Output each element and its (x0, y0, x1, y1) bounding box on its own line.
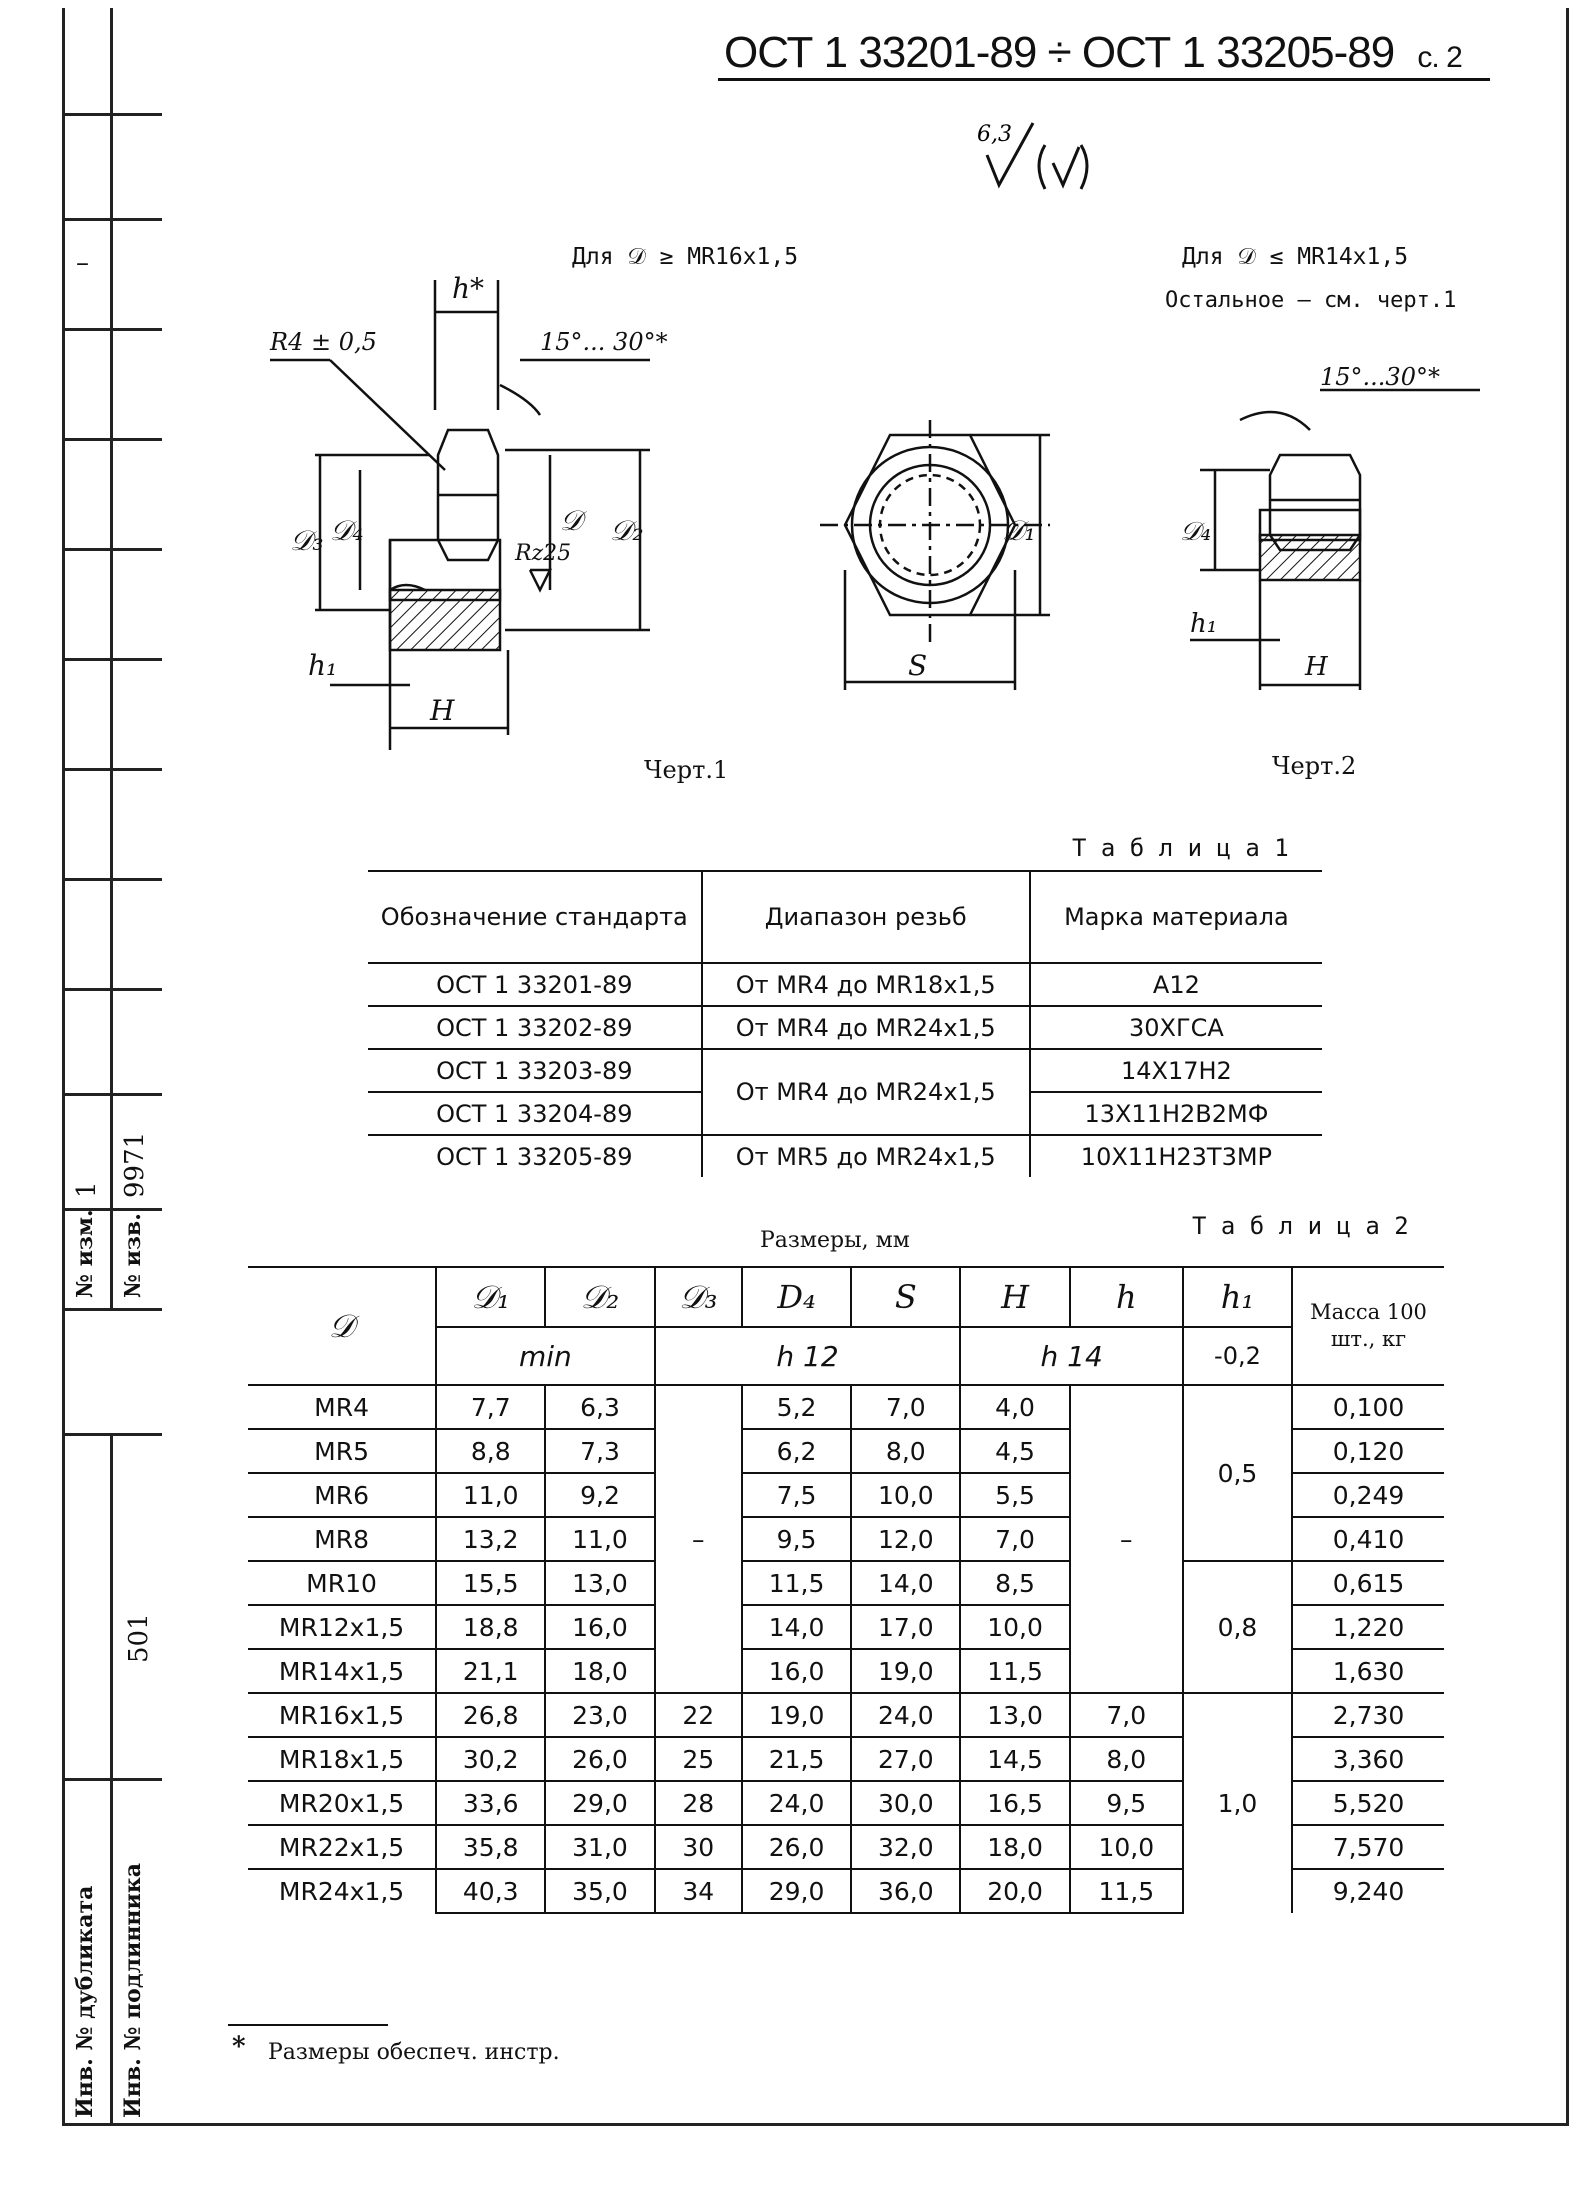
table2-cell: 29,0 (545, 1781, 654, 1825)
table2-cell: 13,0 (960, 1693, 1069, 1737)
table2-cell: 7,7 (436, 1385, 545, 1429)
table2-header-h-big: H (960, 1267, 1069, 1327)
standard-range: ОСТ 1 33201-89 ÷ ОСТ 1 33205-89 (724, 28, 1395, 77)
table2-cell: 8,8 (436, 1429, 545, 1473)
table2-cell: 19,0 (742, 1693, 851, 1737)
table2-cell: 29,0 (742, 1869, 851, 1913)
footnote-text: Размеры обеспеч. инстр. (268, 2040, 560, 2065)
label-d4-2: 𝒟₄ (1180, 517, 1212, 547)
table2-cell: 40,3 (436, 1869, 545, 1913)
table2-cell: 30 (655, 1825, 742, 1869)
table2-cell: 32,0 (851, 1825, 960, 1869)
table2-cell: 2,730 (1292, 1693, 1444, 1737)
table2-cell: 10,0 (851, 1473, 960, 1517)
table2-cell: 6,3 (545, 1385, 654, 1429)
table2-cell: 8,0 (1070, 1737, 1183, 1781)
drawing-1-section (230, 250, 690, 750)
table2-cell: 13,2 (436, 1517, 545, 1561)
label-h1-2: h₁ (1190, 609, 1218, 639)
header-underline (718, 78, 1490, 81)
sidebar-line (62, 658, 162, 661)
table-row (368, 1135, 1322, 1177)
table2-cell: 1,630 (1292, 1649, 1444, 1693)
table2-cell: 0,100 (1292, 1385, 1444, 1429)
table2-cell: 10,0 (1070, 1825, 1183, 1869)
table1-cell: А12 (1030, 963, 1322, 1006)
table1-header-material: Марка материала (1030, 871, 1322, 963)
table2-cell: 26,8 (436, 1693, 545, 1737)
table2-header-h-small: h (1070, 1267, 1183, 1327)
table2-cell: 4,0 (960, 1385, 1069, 1429)
table2-cell: 9,2 (545, 1473, 654, 1517)
table2-sub-min: min (436, 1327, 655, 1385)
table2-units: Размеры, мм (760, 1228, 910, 1253)
table2-cell: 0,410 (1292, 1517, 1444, 1561)
table2-cell: – (655, 1385, 742, 1693)
table2-cell: 14,0 (851, 1561, 960, 1605)
table-row (368, 963, 1322, 1006)
table2-cell: 7,0 (960, 1517, 1069, 1561)
sidebar-line (62, 113, 162, 116)
table2-cell: 7,5 (742, 1473, 851, 1517)
table2-cell: 27,0 (851, 1737, 960, 1781)
label-d: 𝒟 (560, 504, 583, 537)
sidebar-izv-label: № изв. (120, 1213, 146, 1298)
table2-cell: – (1070, 1385, 1183, 1693)
table2-cell: MR10 (248, 1561, 436, 1605)
label-d1: 𝒟₁ (1002, 514, 1036, 547)
table2-cell: 0,120 (1292, 1429, 1444, 1473)
table2-cell: 26,0 (742, 1825, 851, 1869)
table2-cell: 21,1 (436, 1649, 545, 1693)
table2-cell: 0,615 (1292, 1561, 1444, 1605)
label-angle-2: 15°...30°* (1320, 363, 1440, 391)
table2-header-d2: 𝒟₂ (545, 1267, 654, 1327)
table2-cell: 11,5 (742, 1561, 851, 1605)
table-2 (248, 1266, 1444, 1914)
table1-cell: 14Х17Н2 (1030, 1049, 1322, 1092)
table2-cell: 14,0 (742, 1605, 851, 1649)
table2-cell: 25 (655, 1737, 742, 1781)
label-H: H (430, 694, 455, 727)
sidebar-line (62, 1433, 162, 1436)
table2-cell: 7,0 (851, 1385, 960, 1429)
table1-cell: 30ХГСА (1030, 1006, 1322, 1049)
table2-cell: 30,2 (436, 1737, 545, 1781)
table-row (248, 1693, 1444, 1737)
table-row (368, 1049, 1322, 1092)
caption-drawing-2: Черт.2 (1272, 752, 1357, 780)
table2-cell: 7,0 (1070, 1693, 1183, 1737)
sidebar-line (62, 548, 162, 551)
table2-cell: 19,0 (851, 1649, 960, 1693)
table2-cell: 22 (655, 1693, 742, 1737)
table2-cell: 21,5 (742, 1737, 851, 1781)
table1-cell: ОСТ 1 33201-89 (368, 963, 702, 1006)
sidebar-line (62, 8, 65, 2123)
table2-cell: MR16x1,5 (248, 1693, 436, 1737)
table2-cell: 9,240 (1292, 1869, 1444, 1913)
table2-cell: 28 (655, 1781, 742, 1825)
sidebar-line (62, 1308, 162, 1311)
sidebar-izv-value: 9971 (120, 1131, 150, 1198)
sidebar-dubl-label: Инв. № дубликата (72, 1885, 98, 2118)
table1-cell: От MR4 до MR18x1,5 (702, 963, 1030, 1006)
label-h1: h₁ (308, 649, 338, 682)
footnote-mark: * (232, 2032, 246, 2062)
table1-title: Т а б л и ц а 1 (1072, 834, 1289, 862)
label-h: h* (452, 272, 485, 305)
note-rest: Остальное – см. черт.1 (1165, 288, 1457, 313)
sidebar-izm-label: № изм. (72, 1209, 98, 1298)
table1-cell: ОСТ 1 33205-89 (368, 1135, 702, 1177)
table2-cell: 6,2 (742, 1429, 851, 1473)
label-rz: Rz25 (515, 541, 572, 566)
table2-sub-h14: h 14 (960, 1327, 1182, 1385)
table2-sub-h1tol: -0,2 (1183, 1327, 1292, 1385)
table2-header-s: S (851, 1267, 960, 1327)
drawing-2 (1160, 360, 1490, 720)
table2-cell: 18,0 (960, 1825, 1069, 1869)
sidebar-izm-value: 1 (72, 1181, 102, 1198)
roughness-value: 6,3 (977, 122, 1012, 147)
note-large: Для 𝒟 ≥ MR16x1,5 (572, 244, 799, 270)
table1-header-range: Диапазон резьб (702, 871, 1030, 963)
sidebar-line (62, 768, 162, 771)
table2-cell: 17,0 (851, 1605, 960, 1649)
table2-cell: MR24x1,5 (248, 1869, 436, 1913)
table1-cell: От MR4 до MR24x1,5 (702, 1049, 1030, 1135)
table2-cell: 36,0 (851, 1869, 960, 1913)
table-1 (368, 870, 1322, 1177)
table2-cell: MR4 (248, 1385, 436, 1429)
note-small: Для 𝒟 ≤ MR14x1,5 (1182, 244, 1409, 270)
table1-cell: 13Х11Н2В2МФ (1030, 1092, 1322, 1135)
table2-cell: 4,5 (960, 1429, 1069, 1473)
table2-cell: 5,2 (742, 1385, 851, 1429)
sidebar-stamp (62, 8, 162, 2123)
table2-cell: 24,0 (851, 1693, 960, 1737)
table1-cell: ОСТ 1 33204-89 (368, 1092, 702, 1135)
table2-cell: 7,570 (1292, 1825, 1444, 1869)
sidebar-line (62, 1093, 162, 1096)
table2-cell: 24,0 (742, 1781, 851, 1825)
table-row (248, 1561, 1444, 1605)
table2-cell: 26,0 (545, 1737, 654, 1781)
table2-cell: 31,0 (545, 1825, 654, 1869)
label-angle: 15°... 30°* (540, 328, 668, 356)
table2-cell: MR14x1,5 (248, 1649, 436, 1693)
table2-header-d3: 𝒟₃ (655, 1267, 742, 1327)
table2-cell: 5,520 (1292, 1781, 1444, 1825)
table2-cell: 1,220 (1292, 1605, 1444, 1649)
table2-cell: 11,5 (960, 1649, 1069, 1693)
table2-header-h1: h₁ (1183, 1267, 1292, 1327)
table2-cell: 16,5 (960, 1781, 1069, 1825)
table2-cell: 11,0 (545, 1517, 654, 1561)
table2-cell: MR20x1,5 (248, 1781, 436, 1825)
table-row (248, 1385, 1444, 1429)
label-H-2: H (1305, 652, 1328, 682)
table2-cell: 0,249 (1292, 1473, 1444, 1517)
table2-cell: 14,5 (960, 1737, 1069, 1781)
table2-cell: 18,8 (436, 1605, 545, 1649)
table2-sub-h12: h 12 (655, 1327, 961, 1385)
table2-cell: 23,0 (545, 1693, 654, 1737)
table2-cell: MR18x1,5 (248, 1737, 436, 1781)
table-row (368, 1006, 1322, 1049)
sidebar-line (62, 438, 162, 441)
sidebar-line (62, 2123, 162, 2126)
table2-cell: MR22x1,5 (248, 1825, 436, 1869)
table2-header-d4: D₄ (742, 1267, 851, 1327)
sidebar-line (62, 218, 162, 221)
table2-cell: 11,5 (1070, 1869, 1183, 1913)
table1-cell: ОСТ 1 33203-89 (368, 1049, 702, 1092)
table1-cell: ОСТ 1 33202-89 (368, 1006, 702, 1049)
sidebar-line (62, 988, 162, 991)
drawing-1-front (790, 420, 1080, 710)
label-d4: 𝒟₄ (330, 514, 364, 547)
table2-cell: 33,6 (436, 1781, 545, 1825)
table2-cell: 8,5 (960, 1561, 1069, 1605)
table2-cell: 12,0 (851, 1517, 960, 1561)
table2-cell: 10,0 (960, 1605, 1069, 1649)
table2-cell: 15,5 (436, 1561, 545, 1605)
sidebar-line (62, 878, 162, 881)
document-title (724, 28, 1462, 78)
table2-cell: 9,5 (742, 1517, 851, 1561)
table2-cell: 13,0 (545, 1561, 654, 1605)
table2-cell: 35,8 (436, 1825, 545, 1869)
table2-cell: 9,5 (1070, 1781, 1183, 1825)
sidebar-dash: – (76, 248, 89, 278)
table2-cell: MR8 (248, 1517, 436, 1561)
table2-cell: 5,5 (960, 1473, 1069, 1517)
table1-cell: 10Х11Н23Т3МР (1030, 1135, 1322, 1177)
table1-cell: От MR4 до MR24x1,5 (702, 1006, 1030, 1049)
table2-cell: 1,0 (1183, 1693, 1292, 1913)
table2-header-d: 𝒟 (248, 1267, 436, 1385)
sidebar-line (62, 1778, 162, 1781)
label-radius: R4 ± 0,5 (270, 328, 377, 356)
page-number: с. 2 (1417, 41, 1462, 74)
label-d3: 𝒟₃ (290, 524, 324, 557)
footnote-rule (228, 2024, 388, 2026)
table2-cell: 11,0 (436, 1473, 545, 1517)
table2-title: Т а б л и ц а 2 (1192, 1212, 1409, 1240)
sidebar-line (62, 328, 162, 331)
label-s: S (908, 649, 928, 682)
table2-cell: 18,0 (545, 1649, 654, 1693)
table1-header-standard: Обозначение стандарта (368, 871, 702, 963)
sidebar-podl-label: Инв. № подлинника (120, 1863, 146, 2118)
table2-cell: 34 (655, 1869, 742, 1913)
label-d2: 𝒟₂ (610, 514, 644, 547)
table1-cell: От MR5 до MR24x1,5 (702, 1135, 1030, 1177)
table2-cell: MR5 (248, 1429, 436, 1473)
table2-cell: MR12x1,5 (248, 1605, 436, 1649)
table2-cell: 3,360 (1292, 1737, 1444, 1781)
table2-cell: 16,0 (545, 1605, 654, 1649)
roughness-symbol (975, 115, 1125, 205)
table2-cell: MR6 (248, 1473, 436, 1517)
table2-cell: 30,0 (851, 1781, 960, 1825)
table2-cell: 20,0 (960, 1869, 1069, 1913)
table2-cell: 0,8 (1183, 1561, 1292, 1693)
table2-cell: 8,0 (851, 1429, 960, 1473)
table2-cell: 0,5 (1183, 1385, 1292, 1561)
table2-cell: 16,0 (742, 1649, 851, 1693)
table2-cell: 35,0 (545, 1869, 654, 1913)
caption-drawing-1: Черт.1 (644, 756, 729, 784)
table2-header-mass: Масса 100 шт., кг (1292, 1267, 1444, 1385)
table2-header-d1: 𝒟₁ (436, 1267, 545, 1327)
table2-cell: 7,3 (545, 1429, 654, 1473)
sidebar-podl-number: 501 (124, 1613, 154, 1663)
